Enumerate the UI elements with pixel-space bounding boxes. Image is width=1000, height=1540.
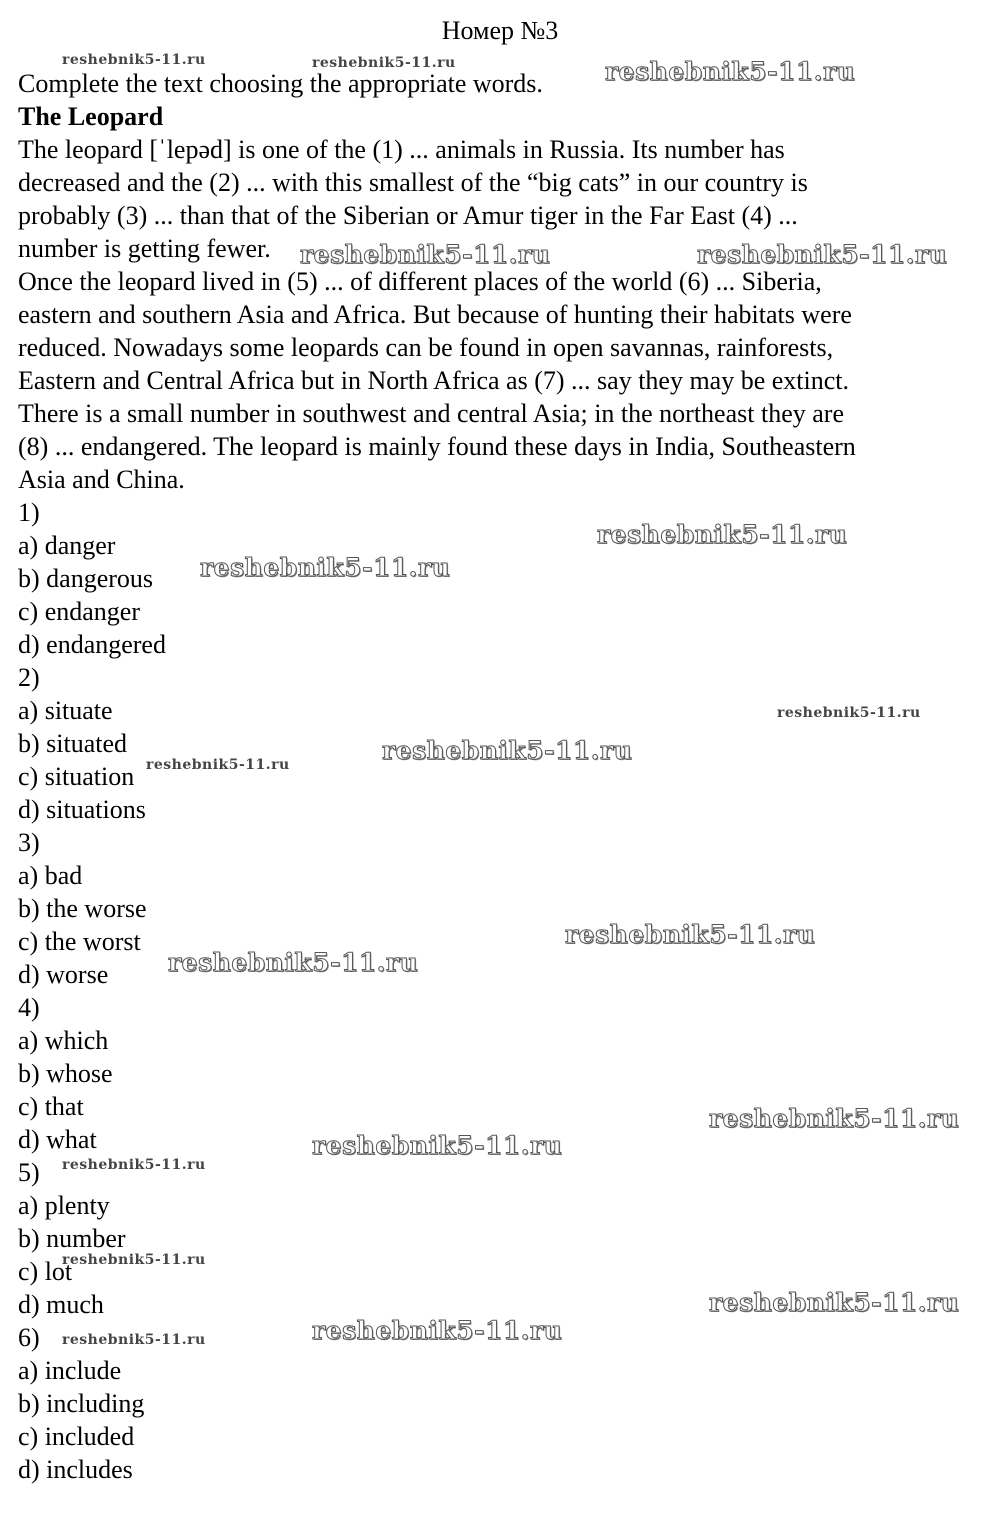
watermark: reshebnik5-11.ru bbox=[62, 1157, 206, 1173]
option: c) included bbox=[18, 1422, 135, 1451]
option: a) situate bbox=[18, 696, 113, 725]
option: b) situated bbox=[18, 729, 128, 758]
option: d) includes bbox=[18, 1455, 133, 1484]
passage-line: Eastern and Central Africa but in North Africa as (7) ... say they may be extinct. bbox=[18, 366, 850, 395]
passage-line: number is getting fewer. bbox=[18, 234, 271, 263]
option: b) the worse bbox=[18, 894, 147, 923]
option: a) include bbox=[18, 1356, 122, 1385]
option: b) number bbox=[18, 1224, 126, 1253]
option: b) including bbox=[18, 1389, 145, 1418]
option: a) bad bbox=[18, 861, 83, 890]
watermark: reshebnik5-11.ru bbox=[597, 520, 848, 549]
watermark: reshebnik5-11.ru bbox=[312, 1131, 563, 1160]
watermark: reshebnik5-11.ru bbox=[709, 1104, 960, 1133]
watermark: reshebnik5-11.ru bbox=[777, 705, 921, 721]
watermark: reshebnik5-11.ru bbox=[565, 920, 816, 949]
option: d) situations bbox=[18, 795, 146, 824]
watermark: reshebnik5-11.ru bbox=[168, 948, 419, 977]
watermark: reshebnik5-11.ru bbox=[312, 55, 456, 71]
option: b) whose bbox=[18, 1059, 113, 1088]
passage-line: The leopard [ˈlepəd] is one of the (1) ... animals in Russia. Its number has bbox=[18, 135, 785, 164]
option: c) the worst bbox=[18, 927, 141, 956]
watermark: reshebnik5-11.ru bbox=[697, 240, 948, 269]
watermark: reshebnik5-11.ru bbox=[312, 1316, 563, 1345]
watermark: reshebnik5-11.ru bbox=[709, 1288, 960, 1317]
passage-line: (8) ... endangered. The leopard is mainly found these days in India, Southeastern bbox=[18, 432, 856, 461]
passage-line: reduced. Nowadays some leopards can be found in open savannas, rainforests, bbox=[18, 333, 834, 362]
text-title: The Leopard bbox=[18, 102, 164, 131]
watermark: reshebnik5-11.ru bbox=[300, 240, 551, 269]
option: d) endangered bbox=[18, 630, 166, 659]
question-number: 2) bbox=[18, 663, 40, 692]
passage-line: probably (3) ... than that of the Siberian or Amur tiger in the Far East (4) ... bbox=[18, 201, 798, 230]
option: d) much bbox=[18, 1290, 104, 1319]
passage-line: Asia and China. bbox=[18, 465, 185, 494]
passage-line: There is a small number in southwest and central Asia; in the northeast they are bbox=[18, 399, 844, 428]
option: d) worse bbox=[18, 960, 109, 989]
passage-line: eastern and southern Asia and Africa. But because of hunting their habitats were bbox=[18, 300, 852, 329]
option: a) which bbox=[18, 1026, 109, 1055]
option: c) endanger bbox=[18, 597, 140, 626]
question-number: 4) bbox=[18, 993, 40, 1022]
option: b) dangerous bbox=[18, 564, 154, 593]
instruction: Complete the text choosing the appropriate words. bbox=[18, 69, 543, 98]
watermark: reshebnik5-11.ru bbox=[382, 736, 633, 765]
question-number: 3) bbox=[18, 828, 40, 857]
option: c) that bbox=[18, 1092, 84, 1121]
option: a) plenty bbox=[18, 1191, 110, 1220]
option: d) what bbox=[18, 1125, 97, 1154]
option: a) danger bbox=[18, 531, 116, 560]
watermark: reshebnik5-11.ru bbox=[62, 1332, 206, 1348]
watermark: reshebnik5-11.ru bbox=[200, 553, 451, 582]
passage-line: Once the leopard lived in (5) ... of different places of the world (6) ... Siberia, bbox=[18, 267, 822, 296]
question-number: 5) bbox=[18, 1158, 40, 1187]
question-number: 6) bbox=[18, 1323, 40, 1352]
passage-line: decreased and the (2) ... with this smallest of the “big cats” in our country is bbox=[18, 168, 808, 197]
exercise-content bbox=[18, 67, 988, 1486]
page-heading: Номер №3 bbox=[441, 16, 559, 45]
question-number: 1) bbox=[18, 498, 40, 527]
watermark: reshebnik5-11.ru bbox=[62, 52, 206, 68]
option: c) situation bbox=[18, 762, 135, 791]
watermark: reshebnik5-11.ru bbox=[146, 757, 290, 773]
question-3 bbox=[18, 826, 988, 991]
passage bbox=[18, 133, 988, 496]
watermark: reshebnik5-11.ru bbox=[62, 1252, 206, 1268]
watermark: reshebnik5-11.ru bbox=[605, 57, 856, 86]
option: c) lot bbox=[18, 1257, 73, 1286]
